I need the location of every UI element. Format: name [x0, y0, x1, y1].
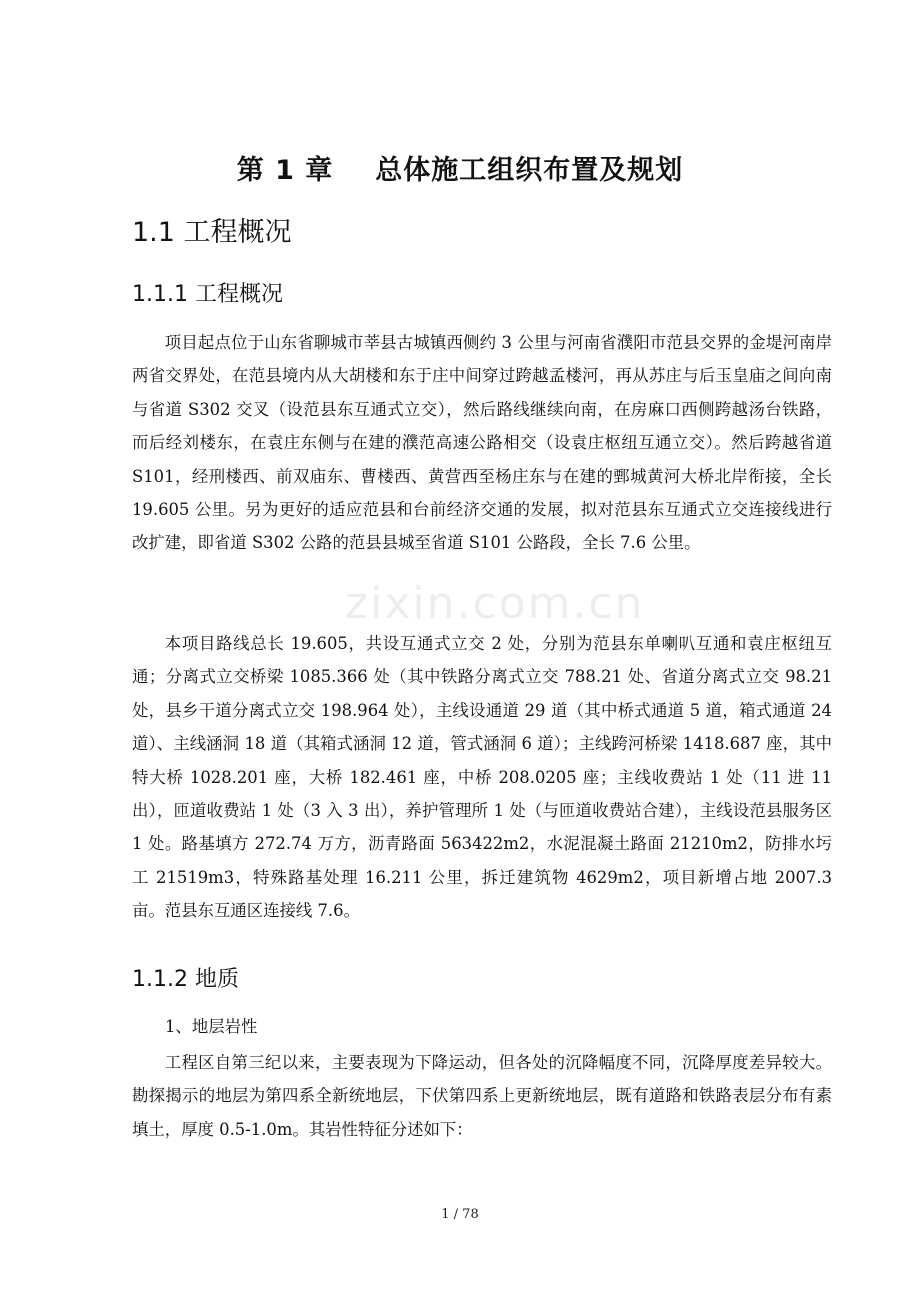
section-heading: 1.1 工程概况: [132, 217, 292, 248]
subsection-heading-overview: 1.1.1 工程概况: [132, 282, 283, 307]
paragraph-text: 工程区自第三纪以来，主要表现为下降运动，但各处的沉降幅度不同，沉降厚度差异较大。勘探揭示的地层为第四系全新统地层，下伏第四系上更新统地层，既有道路和铁路表层分布有素填土，厚度 0.5-1.0m。其岩性特征分述如下：: [132, 1053, 832, 1139]
geology-item-label: 1、地层岩性: [165, 1017, 258, 1036]
page-number: 1 / 78: [441, 1207, 479, 1222]
paragraph-text: 项目起点位于山东省聊城市莘县古城镇西侧约 3 公里与河南省濮阳市范县交界的金堤河南岸两省交界处，在范县境内从大胡楼和东于庄中间穿过跨越孟楼河，再从苏庄与后玉皇庙之间向南与省道 S302 交叉（设范县东互通式立交），然后路线继续向南，在房麻口西侧跨越汤台铁路，而后经刘楼东，在袁庄东侧与在建的濮范高速公路相交（设袁庄枢纽互通立交）。然后跨越省道 S101，经刑楼西、前双庙东、曹楼西、黄营西至杨庄东与在建的鄄城黄河大桥北岸衔接，全长 19.605 公里。另为更好的适应范县和台前经济交通的发展，拟对范县东互通式立交连接线进行改扩建，即省道 S302 公路的范县县城至省道 S101 公路段，全长 7.6 公里。: [132, 333, 832, 553]
geology-paragraph: [132, 1046, 832, 1146]
subsection-heading-geology: 1.1.2 地质: [132, 967, 239, 992]
chapter-name: 总体施工组织布置及规划: [375, 155, 684, 186]
overview-paragraph-1: [132, 326, 832, 560]
paragraph-text: 本项目路线总长 19.605，共设互通式立交 2 处，分别为范县东单喇叭互通和袁庄枢纽互通；分离式立交桥梁 1085.366 处（其中铁路分离式立交 788.21 处、省道分离式立交 98.21 处，县乡干道分离式立交 198.964 处），主线设通道 29 道（其中桥式通道 5 道，箱式通道 24 道）、主线涵洞 18 道（其箱式涵洞 12 道，管式涵洞 6 道）；主线跨河桥梁 1418.687 座，其中特大桥 1028.201 座，大桥 182.461 座，中桥 208.0205 座；主线收费站 1 处（11 进 11 出），匝道收费站 1 处（3 入 3 出），养护管理所 1 处（与匝道收费站合建），主线设范县服务区 1 处。路基填方 272.74 万方，沥青路面 563422m2，水泥混凝土路面 21210m2，防排水圬工 21519m3，特殊路基处理 16.211 公里，拆迁建筑物 4629m2，项目新增占地 2007.3 亩。范县东互通区连接线 7.6。: [132, 634, 832, 921]
watermark: zixin.com.cn: [345, 578, 645, 629]
chapter-title: [0, 148, 920, 187]
chapter-number: 第 1 章: [236, 155, 334, 186]
overview-paragraph-2: [132, 627, 832, 928]
